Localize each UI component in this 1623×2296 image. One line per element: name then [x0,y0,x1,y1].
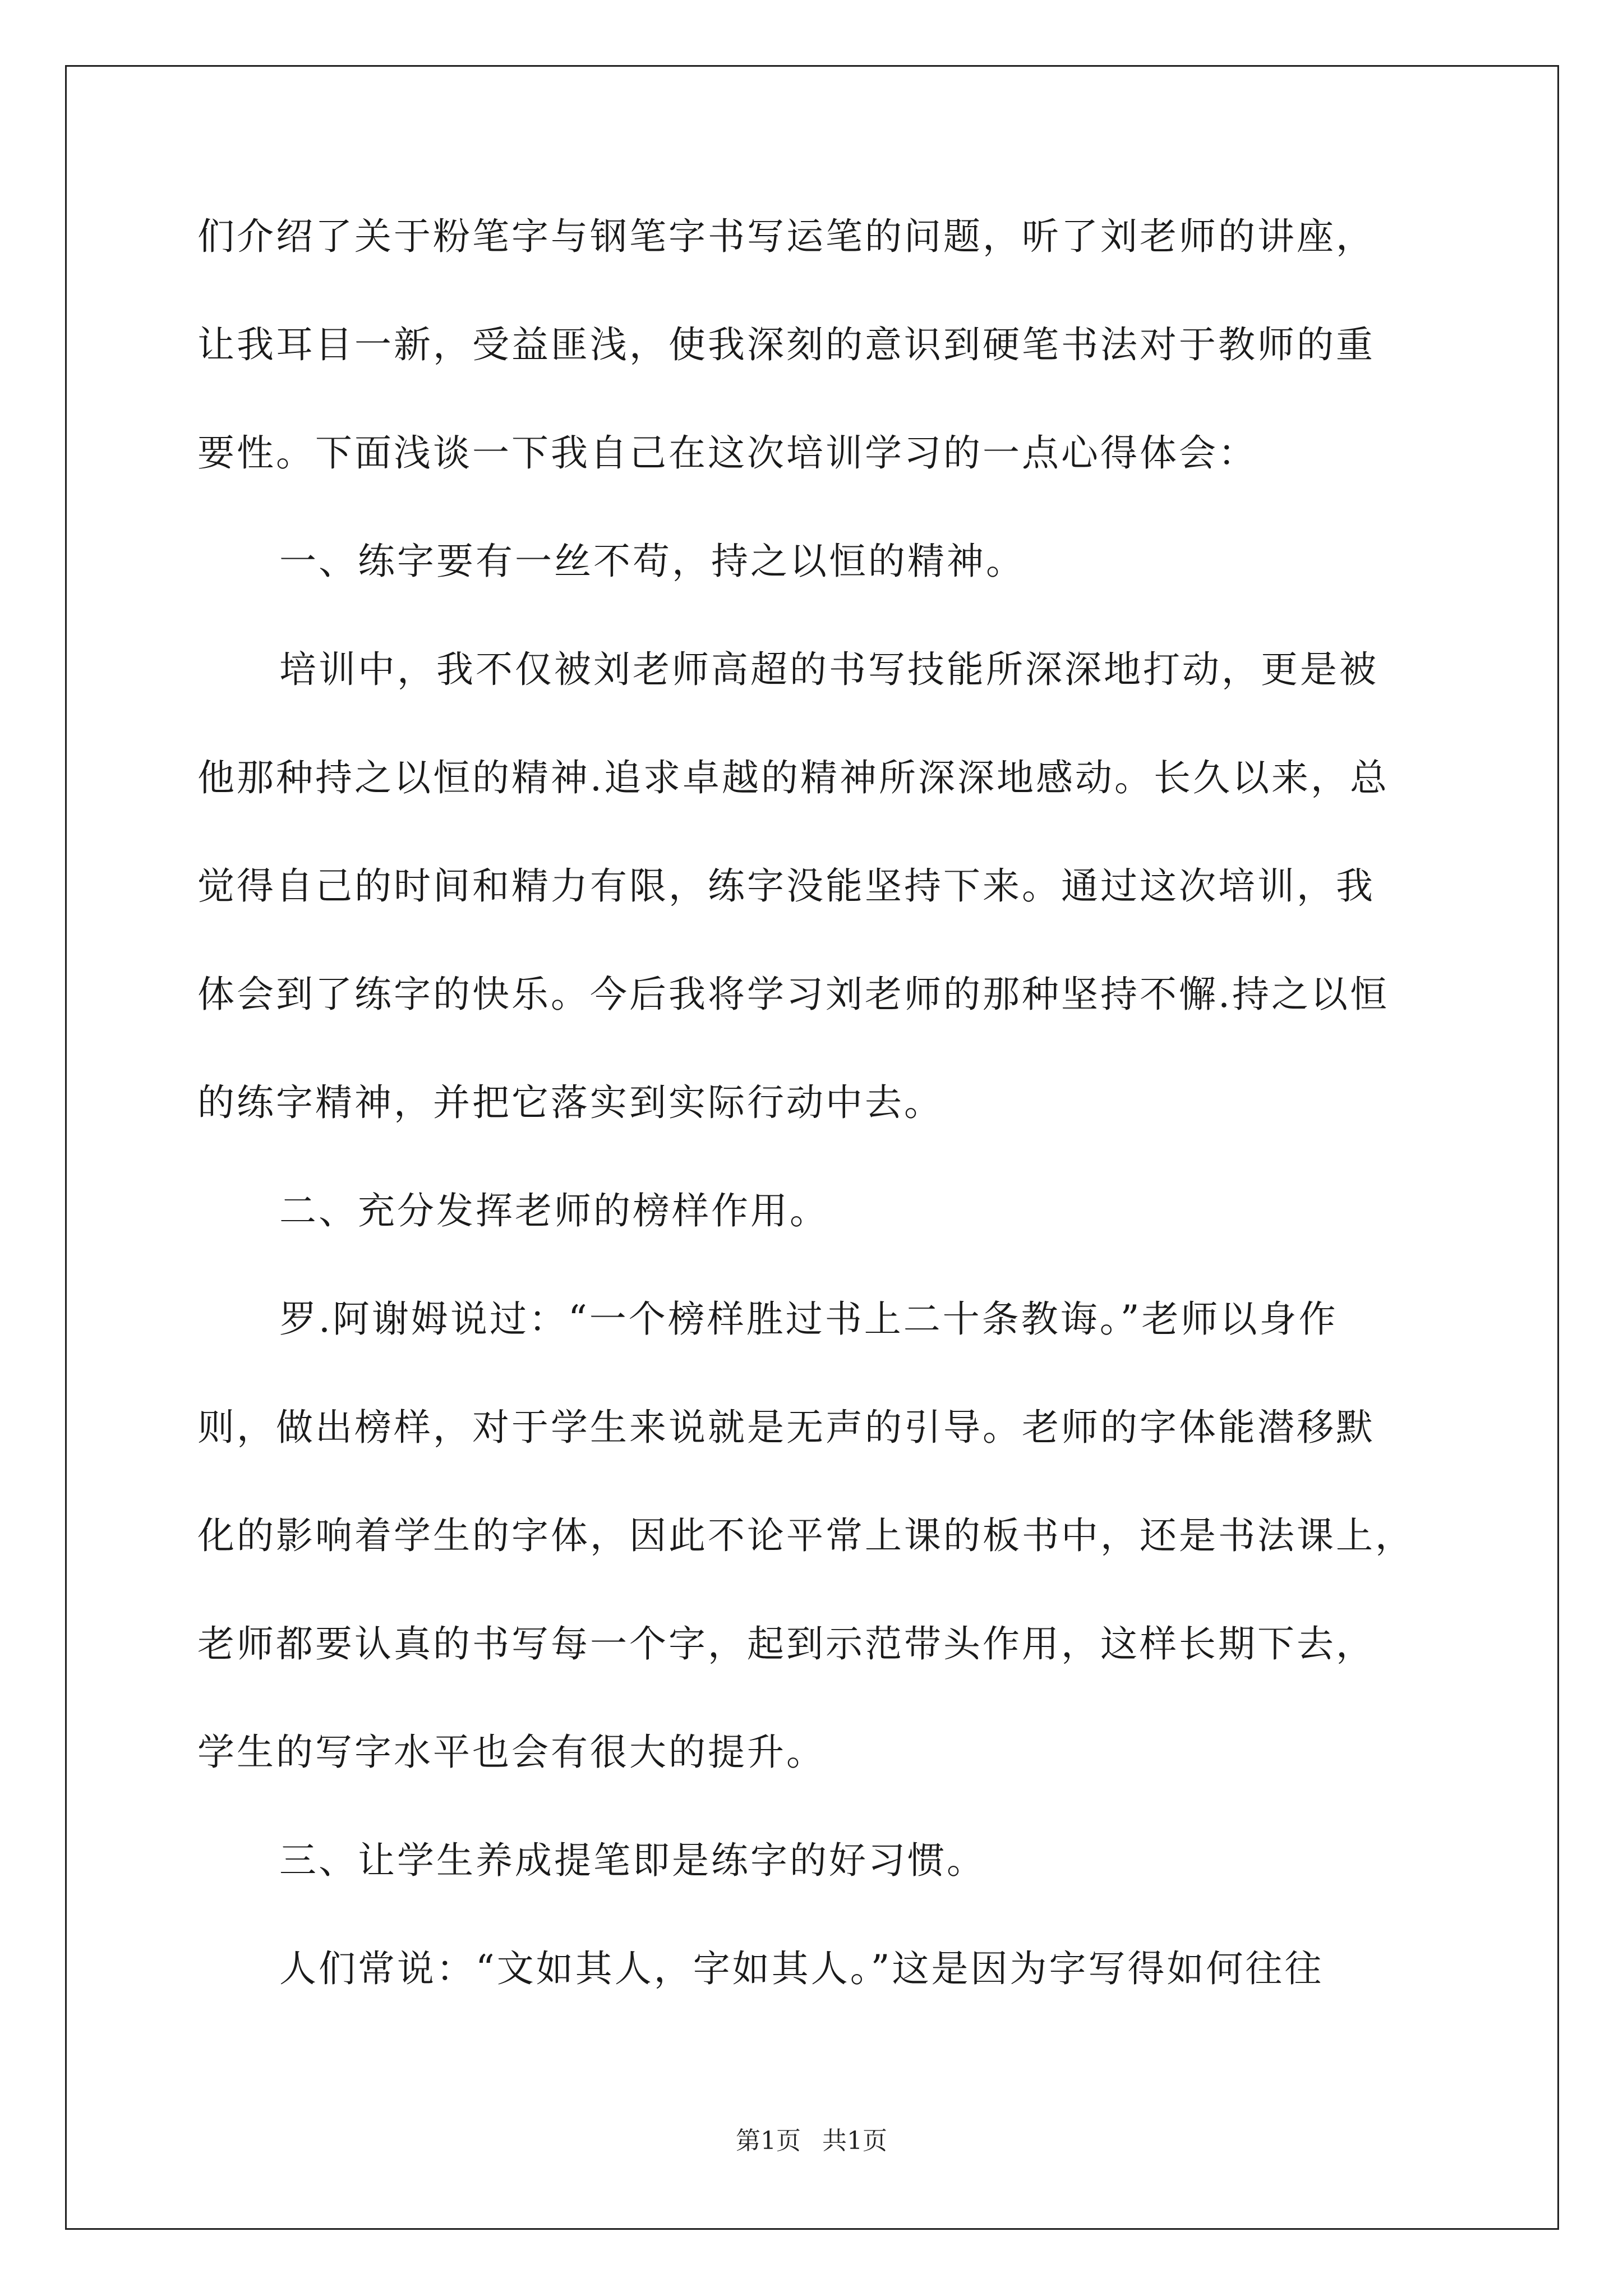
page-number: 第1页 [736,2127,801,2155]
text-line: 觉得自己的时间和精力有限，练字没能坚持下来。通过这次培训，我 [197,864,1375,908]
text-line: 学生的写字水平也会有很大的提升。 [197,1731,826,1774]
text-line: 罗.阿谢姆说过：“一个榜样胜过书上二十条教诲。”老师以身作 [279,1297,1338,1341]
page-footer [0,2124,1623,2158]
text-line: 则，做出榜样，对于学生来说就是无声的引导。老师的字体能潜移默 [197,1406,1375,1449]
text-line: 老师都要认真的书写每一个字，起到示范带头作用，这样长期下去， [197,1622,1375,1665]
section-heading-1: 一、练字要有一丝不苟，持之以恒的精神。 [279,540,1025,583]
text-line: 的练字精神，并把它落实到实际行动中去。 [197,1081,943,1124]
section-heading-3: 三、让学生养成提笔即是练字的好习惯。 [279,1839,986,1882]
section-heading-2: 二、充分发挥老师的榜样作用。 [279,1189,829,1232]
page-total: 共1页 [822,2127,887,2155]
text-line: 化的影响着学生的字体，因此不论平常上课的板书中，还是书法课上， [197,1514,1414,1557]
text-line: 人们常说：“文如其人，字如其人。”这是因为字写得如何往往 [279,1947,1324,1990]
text-line: 培训中，我不仅被刘老师高超的书写技能所深深地打动，更是被 [279,648,1378,691]
text-line: 体会到了练字的快乐。今后我将学习刘老师的那种坚持不懈.持之以恒 [197,973,1389,1016]
text-line: 他那种持之以恒的精神.追求卓越的精神所深深地感动。长久以来，总 [197,756,1389,799]
document-body [197,209,1431,2049]
text-line: 要性。下面浅谈一下我自己在这次培训学习的一点心得体会： [197,431,1257,475]
text-line: 让我耳目一新，受益匪浅，使我深刻的意识到硬笔书法对于教师的重 [197,323,1375,366]
text-line: 们介绍了关于粉笔字与钢笔字书写运笔的问题，听了刘老师的讲座， [197,215,1375,258]
